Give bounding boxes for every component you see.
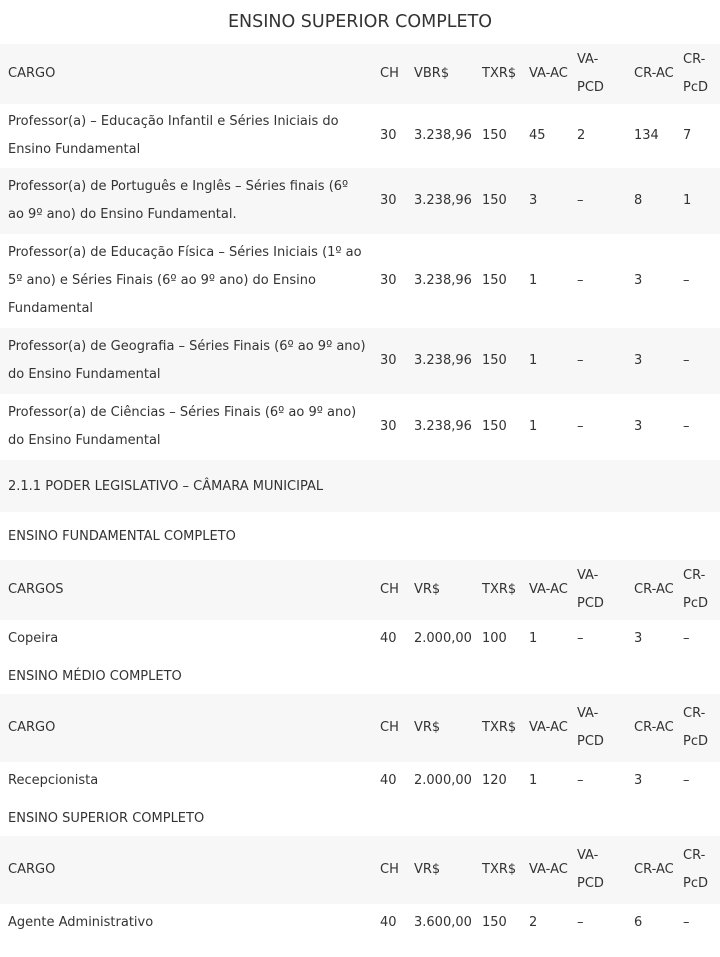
header-ch: CH <box>380 720 399 735</box>
header-cr-pcd: CR-PcD <box>683 848 708 891</box>
cell-vbr: 3.238,96 <box>414 353 472 368</box>
cell-cr-ac: 3 <box>634 419 643 434</box>
header-va-ac: VA-AC <box>529 862 568 877</box>
table-header-row <box>0 44 720 104</box>
header-txr: TXR$ <box>482 582 517 597</box>
header-vr: VR$ <box>414 862 441 877</box>
cell-vr: 2.000,00 <box>414 631 472 646</box>
table-row <box>0 104 720 168</box>
cell-cargo: Professor(a) de Geografia – Séries Finais (6º ao 9º ano) do Ensino Fundamental <box>8 339 366 382</box>
cell-ch: 40 <box>380 631 397 646</box>
table-row <box>0 904 720 942</box>
table-row <box>0 762 720 800</box>
cell-cargo: Professor(a) de Português e Inglês – Séries finais (6º ao 9º ano) do Ensino Fundamental. <box>8 179 349 222</box>
cell-cargo: Professor(a) – Educação Infantil e Séries Iniciais do Ensino Fundamental <box>8 114 339 157</box>
section-fundamental: ENSINO FUNDAMENTAL COMPLETO <box>8 528 236 544</box>
cell-va-ac: 1 <box>529 353 538 368</box>
cell-cargo: Agente Administrativo <box>8 915 154 930</box>
table-row <box>0 234 720 328</box>
header-ch: CH <box>380 862 399 877</box>
cell-cr-pcd: 7 <box>683 128 692 143</box>
header-cargo: CARGO <box>8 862 56 877</box>
cell-va-pcd: – <box>577 631 584 646</box>
section-medio: ENSINO MÉDIO COMPLETO <box>8 668 182 684</box>
section-superior: ENSINO SUPERIOR COMPLETO <box>8 810 205 826</box>
table-header-row <box>0 694 720 762</box>
cell-va-ac: 1 <box>529 631 538 646</box>
section-legislativo: 2.1.1 PODER LEGISLATIVO – CÂMARA MUNICIPAL <box>8 478 324 494</box>
cell-cr-ac: 8 <box>634 193 643 208</box>
cell-ch: 30 <box>380 128 397 143</box>
header-cargo: CARGO <box>8 720 56 735</box>
header-txr: TXR$ <box>482 66 517 81</box>
section-heading-row <box>0 512 720 560</box>
cell-vr: 2.000,00 <box>414 773 472 788</box>
header-cr-ac: CR-AC <box>634 582 674 597</box>
cell-cr-ac: 3 <box>634 631 643 646</box>
cell-cr-pcd: – <box>683 773 690 788</box>
cell-cr-pcd: – <box>683 353 690 368</box>
section-heading-row <box>0 800 720 836</box>
header-cargo: CARGO <box>8 66 56 81</box>
cell-txr: 120 <box>482 773 507 788</box>
cell-vbr: 3.238,96 <box>414 419 472 434</box>
cell-txr: 150 <box>482 128 507 143</box>
table-header-row <box>0 836 720 904</box>
header-va-pcd: VA-PCD <box>577 568 604 611</box>
header-va-pcd: VA-PCD <box>577 52 604 95</box>
cell-va-pcd: – <box>577 193 584 208</box>
cell-va-ac: 1 <box>529 773 538 788</box>
header-txr: TXR$ <box>482 862 517 877</box>
cell-ch: 30 <box>380 273 397 288</box>
section-heading-row <box>0 460 720 512</box>
cell-cr-ac: 3 <box>634 353 643 368</box>
header-va-pcd: VA-PCD <box>577 706 604 749</box>
header-cr-pcd: CR-PcD <box>683 52 708 95</box>
header-va-ac: VA-AC <box>529 582 568 597</box>
cell-va-ac: 45 <box>529 128 546 143</box>
cell-va-pcd: – <box>577 773 584 788</box>
cell-cargo: Professor(a) de Educação Física – Séries Iniciais (1º ao 5º ano) e Séries Finais (6º ao 9º ano) do Ensino Fundamental <box>8 245 362 316</box>
cell-cr-pcd: – <box>683 273 690 288</box>
cell-cr-ac: 3 <box>634 773 643 788</box>
cell-ch: 30 <box>380 193 397 208</box>
header-vbr: VBR$ <box>414 66 450 81</box>
cell-va-pcd: – <box>577 273 584 288</box>
cell-txr: 150 <box>482 419 507 434</box>
header-cargo: CARGOS <box>8 582 64 597</box>
cell-cargo: Recepcionista <box>8 773 99 788</box>
cell-ch: 40 <box>380 915 397 930</box>
cell-va-pcd: – <box>577 915 584 930</box>
table-row <box>0 328 720 394</box>
cell-cargo: Professor(a) de Ciências – Séries Finais (6º ao 9º ano) do Ensino Fundamental <box>8 405 357 448</box>
cell-vbr: 3.238,96 <box>414 193 472 208</box>
header-va-ac: VA-AC <box>529 66 568 81</box>
cell-va-ac: 3 <box>529 193 538 208</box>
cell-cr-pcd: – <box>683 419 690 434</box>
cell-va-pcd: – <box>577 419 584 434</box>
cell-ch: 30 <box>380 353 397 368</box>
cell-va-ac: 2 <box>529 915 538 930</box>
cell-cr-ac: 3 <box>634 273 643 288</box>
cell-txr: 150 <box>482 273 507 288</box>
cell-cr-pcd: – <box>683 631 690 646</box>
cell-va-pcd: – <box>577 353 584 368</box>
cell-cr-ac: 6 <box>634 915 643 930</box>
header-ch: CH <box>380 66 399 81</box>
section-title: ENSINO SUPERIOR COMPLETO <box>0 0 720 44</box>
header-cr-ac: CR-AC <box>634 862 674 877</box>
table-row <box>0 168 720 234</box>
section-heading-row <box>0 658 720 694</box>
cell-cr-pcd: 1 <box>683 193 692 208</box>
cell-vbr: 3.238,96 <box>414 128 472 143</box>
cell-ch: 40 <box>380 773 397 788</box>
header-cr-ac: CR-AC <box>634 66 674 81</box>
cell-cr-pcd: – <box>683 915 690 930</box>
header-vr: VR$ <box>414 720 441 735</box>
cell-va-pcd: 2 <box>577 128 586 143</box>
table-row <box>0 394 720 460</box>
cell-va-ac: 1 <box>529 273 538 288</box>
header-txr: TXR$ <box>482 720 517 735</box>
cell-cargo: Copeira <box>8 631 59 646</box>
cell-cr-ac: 134 <box>634 128 659 143</box>
table-header-row <box>0 560 720 620</box>
header-cr-ac: CR-AC <box>634 720 674 735</box>
cell-ch: 30 <box>380 419 397 434</box>
header-va-pcd: VA-PCD <box>577 848 604 891</box>
cell-txr: 150 <box>482 915 507 930</box>
cell-txr: 150 <box>482 193 507 208</box>
cell-txr: 100 <box>482 631 507 646</box>
header-cr-pcd: CR-PcD <box>683 706 708 749</box>
cell-va-ac: 1 <box>529 419 538 434</box>
cell-txr: 150 <box>482 353 507 368</box>
cell-vr: 3.600,00 <box>414 915 472 930</box>
header-va-ac: VA-AC <box>529 720 568 735</box>
header-vr: VR$ <box>414 582 441 597</box>
table-row <box>0 620 720 658</box>
cell-vbr: 3.238,96 <box>414 273 472 288</box>
header-cr-pcd: CR-PcD <box>683 568 708 611</box>
header-ch: CH <box>380 582 399 597</box>
